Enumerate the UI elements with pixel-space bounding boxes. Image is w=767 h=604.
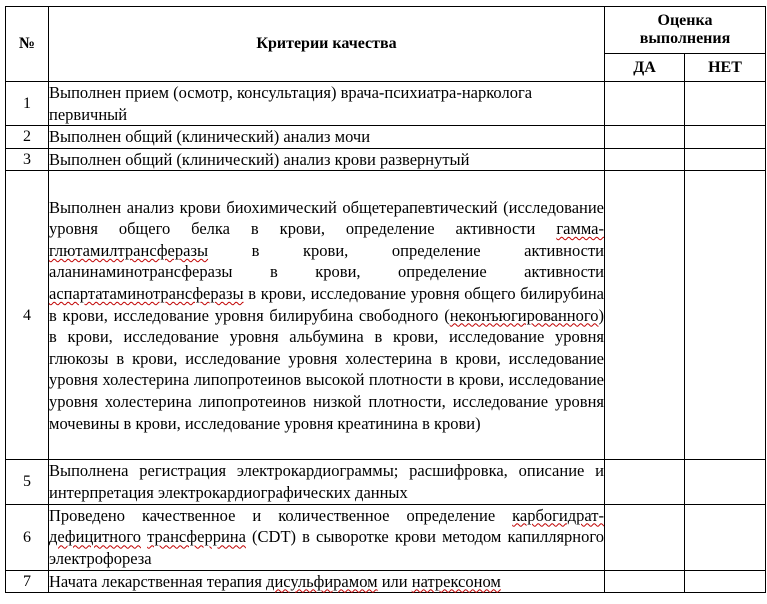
row-number: 2 (6, 126, 49, 149)
header-row-top (6, 7, 766, 54)
criterion-term: неконъюгированного (449, 305, 599, 325)
no-cell[interactable] (685, 460, 766, 504)
table-row-7 (6, 570, 766, 593)
criterion-text: или (377, 571, 412, 591)
criterion-term: натрексоном (411, 571, 501, 591)
row-number: 7 (6, 570, 49, 593)
row-number: 4 (6, 171, 49, 460)
yes-cell[interactable] (605, 148, 685, 171)
header-no: НЕТ (685, 54, 766, 82)
row-criterion: Выполнен общий (клинический) анализ мочи (49, 126, 605, 149)
header-criteria: Критерии качества (49, 7, 605, 82)
table-row-4 (6, 171, 766, 460)
criterion-term: трансферрина (147, 527, 246, 547)
header-evaluation-line1: Оценка (657, 12, 713, 29)
row-number: 5 (6, 460, 49, 504)
row-number: 1 (6, 82, 49, 126)
row-number: 6 (6, 504, 49, 570)
no-cell[interactable] (685, 171, 766, 460)
criterion-text: в крови, исследование уровня общего билирубина в крови, исследование уровня билирубина свободного ( (49, 283, 604, 325)
criterion-text: Выполнен анализ крови биохимический общетерапевтический (исследование уровня общего белка в крови, определение активности (49, 197, 604, 239)
row-criterion: Выполнен общий (клинический) анализ крови развернутый (49, 148, 605, 171)
table-row-3 (6, 148, 766, 171)
quality-criteria-table (5, 6, 766, 593)
row-criterion: Выполнен прием (осмотр, консультация) врача-психиатра-нарколога первичный (49, 82, 605, 126)
header-evaluation (605, 7, 766, 54)
criterion-text: ) в крови, исследование уровня альбумина в крови, исследование уровня глюкозы в крови, исследование уровня холестерина в крови, исследование уровня холестерина липопротеинов высокой плотности в крови, исследование уровня холестерина липопротеинов низкой плотности, исследование уровня мочевины в крови, исследование уровня креатинина в крови) (49, 305, 604, 433)
criterion-term: дисульфирамом (266, 571, 378, 591)
criterion-text: Проведено качественное и количественное определение (49, 505, 513, 525)
table-row-5 (6, 460, 766, 504)
criterion-text: (CDT) в сыворотке крови методом капиллярного электрофореза (49, 527, 604, 568)
header-yes: ДА (605, 54, 685, 82)
header-evaluation-line2: выполнения (639, 30, 731, 47)
row-criterion (49, 171, 605, 460)
yes-cell[interactable] (605, 82, 685, 126)
row-number: 3 (6, 148, 49, 171)
header-number: № (6, 7, 49, 82)
no-cell[interactable] (685, 148, 766, 171)
yes-cell[interactable] (605, 460, 685, 504)
table-row-6 (6, 504, 766, 570)
no-cell[interactable] (685, 570, 766, 593)
row-criterion (49, 504, 605, 570)
yes-cell[interactable] (605, 126, 685, 149)
yes-cell[interactable] (605, 504, 685, 570)
no-cell[interactable] (685, 126, 766, 149)
table-row-1 (6, 82, 766, 126)
yes-cell[interactable] (605, 171, 685, 460)
row-criterion (49, 570, 605, 593)
criterion-term: карбогидрат-дефицитного (49, 505, 604, 547)
row-criterion: Выполнена регистрация электрокардиограммы; расшифровка, описание и интерпретация электрокардиографических данных (49, 460, 605, 504)
criterion-text: в крови, определение активности аланинаминотрансферазы в крови, определение активности (49, 240, 604, 282)
table-row-2 (6, 126, 766, 149)
no-cell[interactable] (685, 82, 766, 126)
criterion-term: гамма-глютамилтрансферазы (49, 219, 604, 260)
no-cell[interactable] (685, 504, 766, 570)
criterion-text: Начата лекарственная терапия (49, 571, 267, 591)
criterion-term: аспартатаминотрансферазы (49, 283, 244, 303)
yes-cell[interactable] (605, 570, 685, 593)
